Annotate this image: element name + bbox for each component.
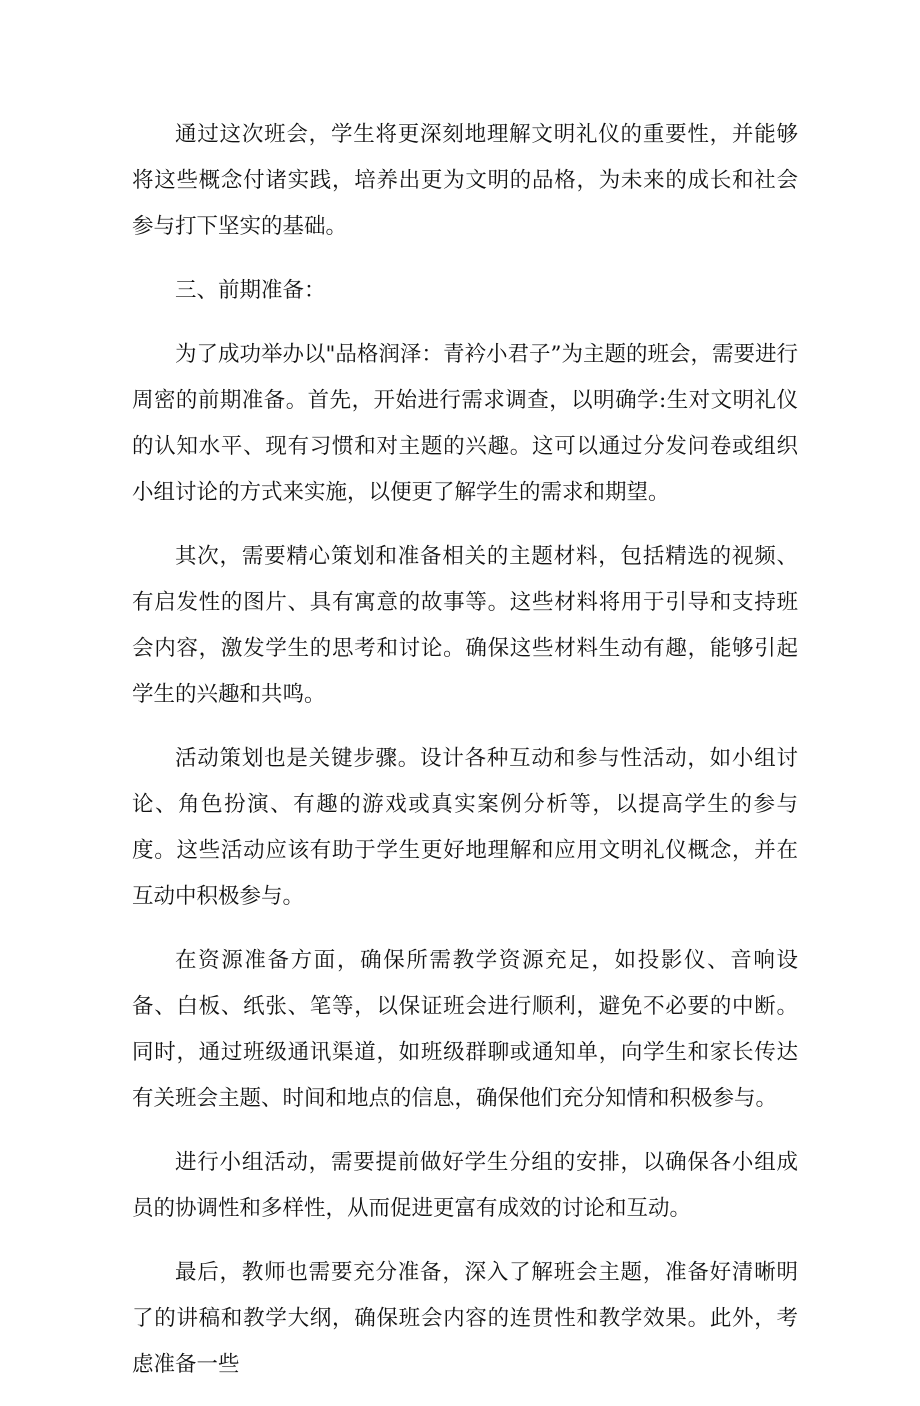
paragraph-materials: 其次，需要精心策划和准备相关的主题材料，包括精选的视频、有启发性的图片、具有寓意的故事等。这些材料将用于引导和支持班会内容，激发学生的思考和讨论。确保这些材料生动有趣，能够引起学生的兴趣和共鸣。 xyxy=(132,544,798,707)
paragraph-summary: 通过这次班会，学生将更深刻地理解文明礼仪的重要性，并能够将这些概念付诸实践，培养出更为文明的品格，为未来的成长和社会参与打下坚实的基础。 xyxy=(132,122,798,239)
paragraph-group-activity: 进行小组活动，需要提前做好学生分组的安排，以确保各小组成员的协调性和多样性，从而促进更富有成效的讨论和互动。 xyxy=(132,1150,798,1221)
paragraph-activity-planning: 活动策划也是关键步骤。设计各种互动和参与性活动，如小组讨论、角色扮演、有趣的游戏或真实案例分析等，以提高学生的参与度。这些活动应该有助于学生更好地理解和应用文明礼仪概念，并在互动中积极参与。 xyxy=(132,746,798,909)
section-heading-preparation: 三、前期准备： xyxy=(175,278,326,303)
paragraph-resources: 在资源准备方面，确保所需教学资源充足，如投影仪、音响设备、白板、纸张、笔等，以保证班会进行顺利，避免不必要的中断。同时，通过班级通讯渠道，如班级群聊或通知单，向学生和家长传达有关班会主题、时间和地点的信息，确保他们充分知情和积极参与。 xyxy=(132,948,798,1111)
paragraph-teacher-preparation: 最后，教师也需要充分准备，深入了解班会主题，准备好清晰明了的讲稿和教学大纲，确保班会内容的连贯性和教学效果。此外，考虑准备一些 xyxy=(132,1260,798,1377)
paragraph-needs-survey: 为了成功举办以"品格润泽：青衿小君子”为主题的班会，需要进行周密的前期准备。首先，开始进行需求调查，以明确学:生对文明礼仪的认知水平、现有习惯和对主题的兴趣。这可以通过分发问卷或组织小组讨论的方式来实施，以便更了解学生的需求和期望。 xyxy=(132,342,798,505)
document-body xyxy=(132,112,798,1406)
